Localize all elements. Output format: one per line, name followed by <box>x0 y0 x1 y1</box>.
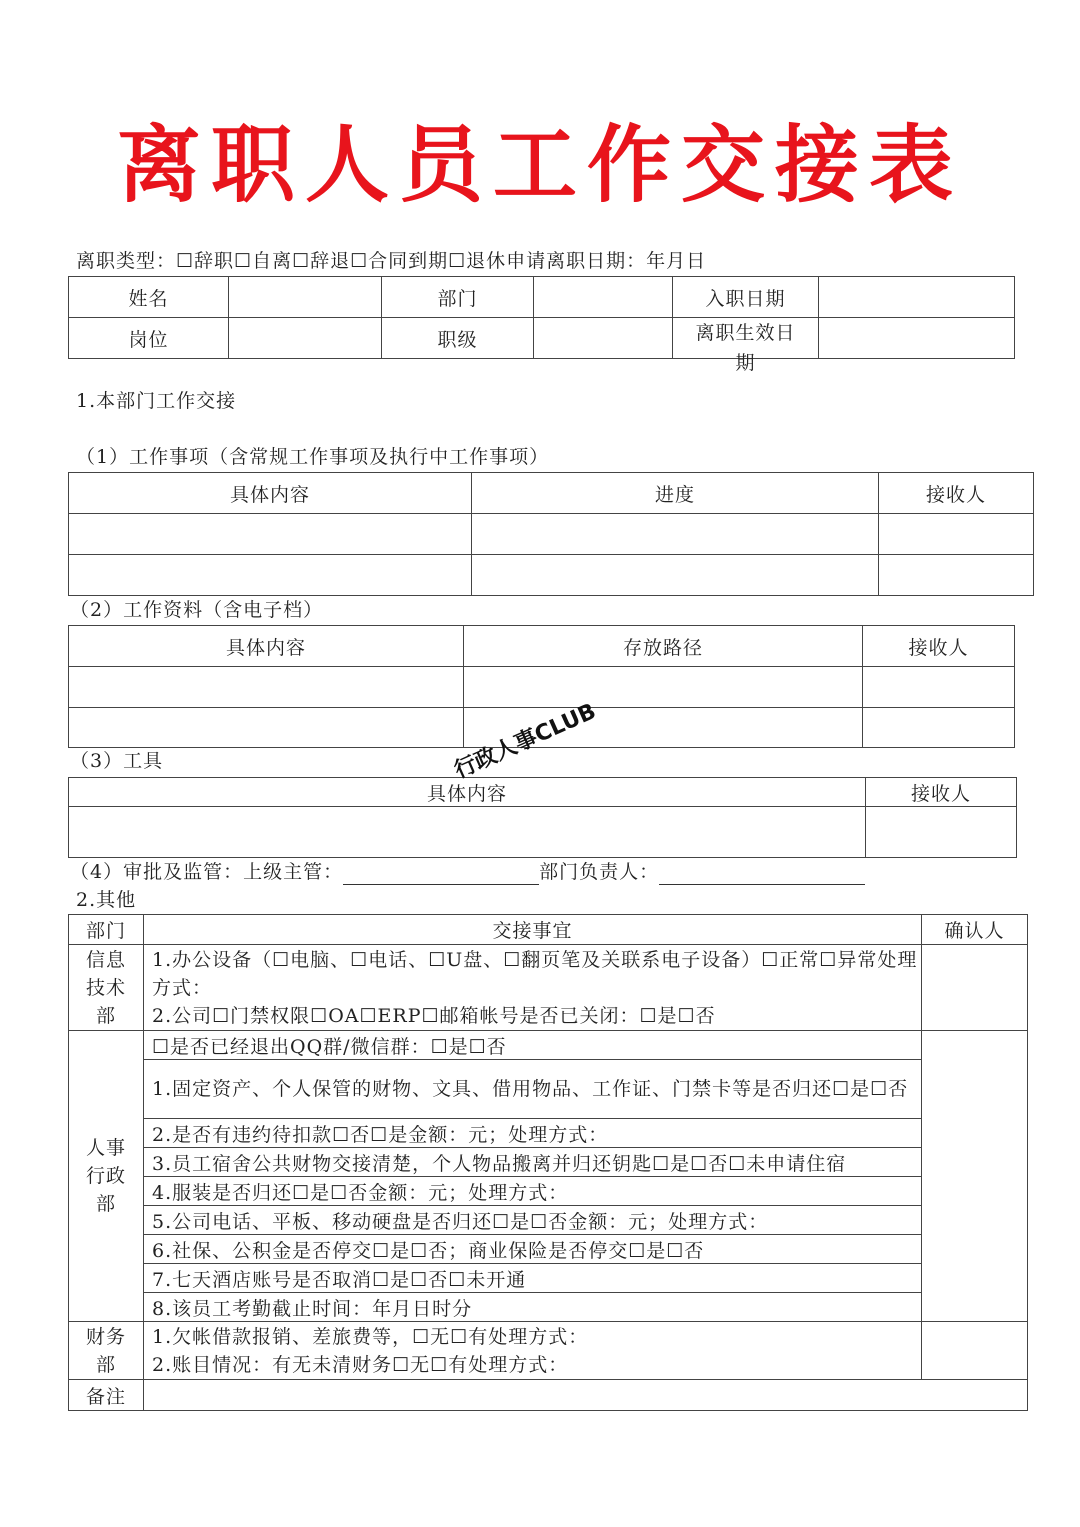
work-items-cell[interactable] <box>472 514 879 555</box>
it-confirm-cell[interactable] <box>922 945 1028 1031</box>
entry-date-label: 入职日期 <box>673 277 819 318</box>
finance-confirm-cell[interactable] <box>922 1322 1028 1380</box>
finance-matters <box>144 1322 922 1380</box>
hr-item-5: 5.公司电话、平板、移动硬盘是否归还☐是☐否金额：元；处理方式： <box>144 1206 922 1235</box>
watermark: 行政人事CLUB <box>450 699 600 784</box>
supervisor-signature-field[interactable] <box>343 864 539 885</box>
level-field[interactable] <box>534 318 673 359</box>
work-items-col-progress: 进度 <box>472 473 879 514</box>
work-items-cell[interactable] <box>879 555 1034 596</box>
hr-item-0: ☐是否已经退出QQ群/微信群：☐是☐否 <box>144 1031 922 1060</box>
materials-col-content: 具体内容 <box>69 626 464 667</box>
dept-head-signature-field[interactable] <box>659 864 865 885</box>
hr-item-1: 1.固定资产、个人保管的财物、文具、借用物品、工作证、门禁卡等是否归还☐是☐否 <box>144 1060 922 1119</box>
entry-date-field[interactable] <box>819 277 1015 318</box>
hr-item-7: 7.七天酒店账号是否取消☐是☐否☐未开通 <box>144 1264 922 1293</box>
finance-line-2: 2.账目情况：有无未清财务☐无☐有处理方式： <box>152 1353 569 1376</box>
materials-cell[interactable] <box>464 667 863 708</box>
it-line-1: 1.办公设备（☐电脑、☐电话、☐U盘、☐翻页笔及关联系电子设备）☐正常☐异常处理方式： <box>152 948 918 999</box>
finance-dept-label: 财务部 <box>69 1322 144 1380</box>
col-matters-header: 交接事宜 <box>144 915 922 945</box>
level-label: 职级 <box>382 318 534 359</box>
effective-date-label: 离职生效日期 <box>673 318 819 359</box>
materials-heading: （2）工作资料（含电子档） <box>70 599 324 621</box>
materials-cell[interactable] <box>69 667 464 708</box>
department-field[interactable] <box>534 277 673 318</box>
work-items-cell[interactable] <box>69 555 472 596</box>
materials-cell[interactable] <box>863 667 1015 708</box>
position-label: 岗位 <box>69 318 229 359</box>
department-label: 部门 <box>382 277 534 318</box>
it-matters <box>144 945 922 1031</box>
section2-heading: 2.其他 <box>76 889 137 911</box>
hr-item-8: 8.该员工考勤截止时间：年月日时分 <box>144 1293 922 1322</box>
col-dept-header: 部门 <box>69 915 144 945</box>
work-items-heading: （1）工作事项（含常规工作事项及执行中工作事项） <box>76 446 550 468</box>
other-handover-table <box>68 914 1028 1411</box>
hr-item-4: 4.服装是否归还☐是☐否金额：元；处理方式： <box>144 1177 922 1206</box>
hr-item-3: 3.员工宿舍公共财物交接清楚，个人物品搬离并归还钥匙☐是☐否☐未申请住宿 <box>144 1148 922 1177</box>
hr-dept-label: 人事行政部 <box>69 1031 144 1322</box>
materials-col-path: 存放路径 <box>464 626 863 667</box>
approval-line <box>70 859 865 885</box>
work-items-cell[interactable] <box>879 514 1034 555</box>
tools-heading: （3）工具 <box>70 750 164 772</box>
tools-cell[interactable] <box>866 807 1017 858</box>
position-field[interactable] <box>229 318 382 359</box>
work-items-col-receiver: 接收人 <box>879 473 1034 514</box>
resignation-type-line: 离职类型：☐辞职☐自离☐辞退☐合同到期☐退休申请离职日期：年月日 <box>76 250 707 272</box>
page-title: 离职人员工作交接表 <box>116 116 963 214</box>
effective-date-field[interactable] <box>819 318 1015 359</box>
hr-item-2: 2.是否有违约待扣款☐否☐是金额：元；处理方式： <box>144 1119 922 1148</box>
employee-info-table <box>68 276 1015 374</box>
it-dept-label: 信息技术部 <box>69 945 144 1031</box>
it-line-2: 2.公司☐门禁权限☐OA☐ERP☐邮箱帐号是否已关闭：☐是☐否 <box>152 1004 716 1027</box>
col-confirm-header: 确认人 <box>922 915 1028 945</box>
dept-head-label: 部门负责人： <box>539 861 660 883</box>
section1-heading: 1.本部门工作交接 <box>76 390 237 412</box>
materials-col-receiver: 接收人 <box>863 626 1015 667</box>
work-items-cell[interactable] <box>472 555 879 596</box>
name-label: 姓名 <box>69 277 229 318</box>
work-items-col-content: 具体内容 <box>69 473 472 514</box>
tools-table <box>68 777 1017 858</box>
hr-item-6: 6.社保、公积金是否停交☐是☐否；商业保险是否停交☐是☐否 <box>144 1235 922 1264</box>
approval-supervisor-label: （4）审批及监管：上级主管： <box>70 861 344 883</box>
work-items-table <box>68 472 1034 596</box>
tools-col-content: 具体内容 <box>69 778 866 807</box>
tools-col-receiver: 接收人 <box>866 778 1017 807</box>
materials-cell[interactable] <box>863 708 1015 748</box>
remarks-label: 备注 <box>69 1380 144 1411</box>
remarks-field[interactable] <box>144 1380 1028 1411</box>
name-field[interactable] <box>229 277 382 318</box>
materials-cell[interactable] <box>69 708 464 748</box>
work-items-cell[interactable] <box>69 514 472 555</box>
tools-cell[interactable] <box>69 807 866 858</box>
hr-confirm-cell[interactable] <box>922 1031 1028 1322</box>
finance-line-1: 1.欠帐借款报销、差旅费等，☐无☐有处理方式： <box>152 1325 589 1348</box>
